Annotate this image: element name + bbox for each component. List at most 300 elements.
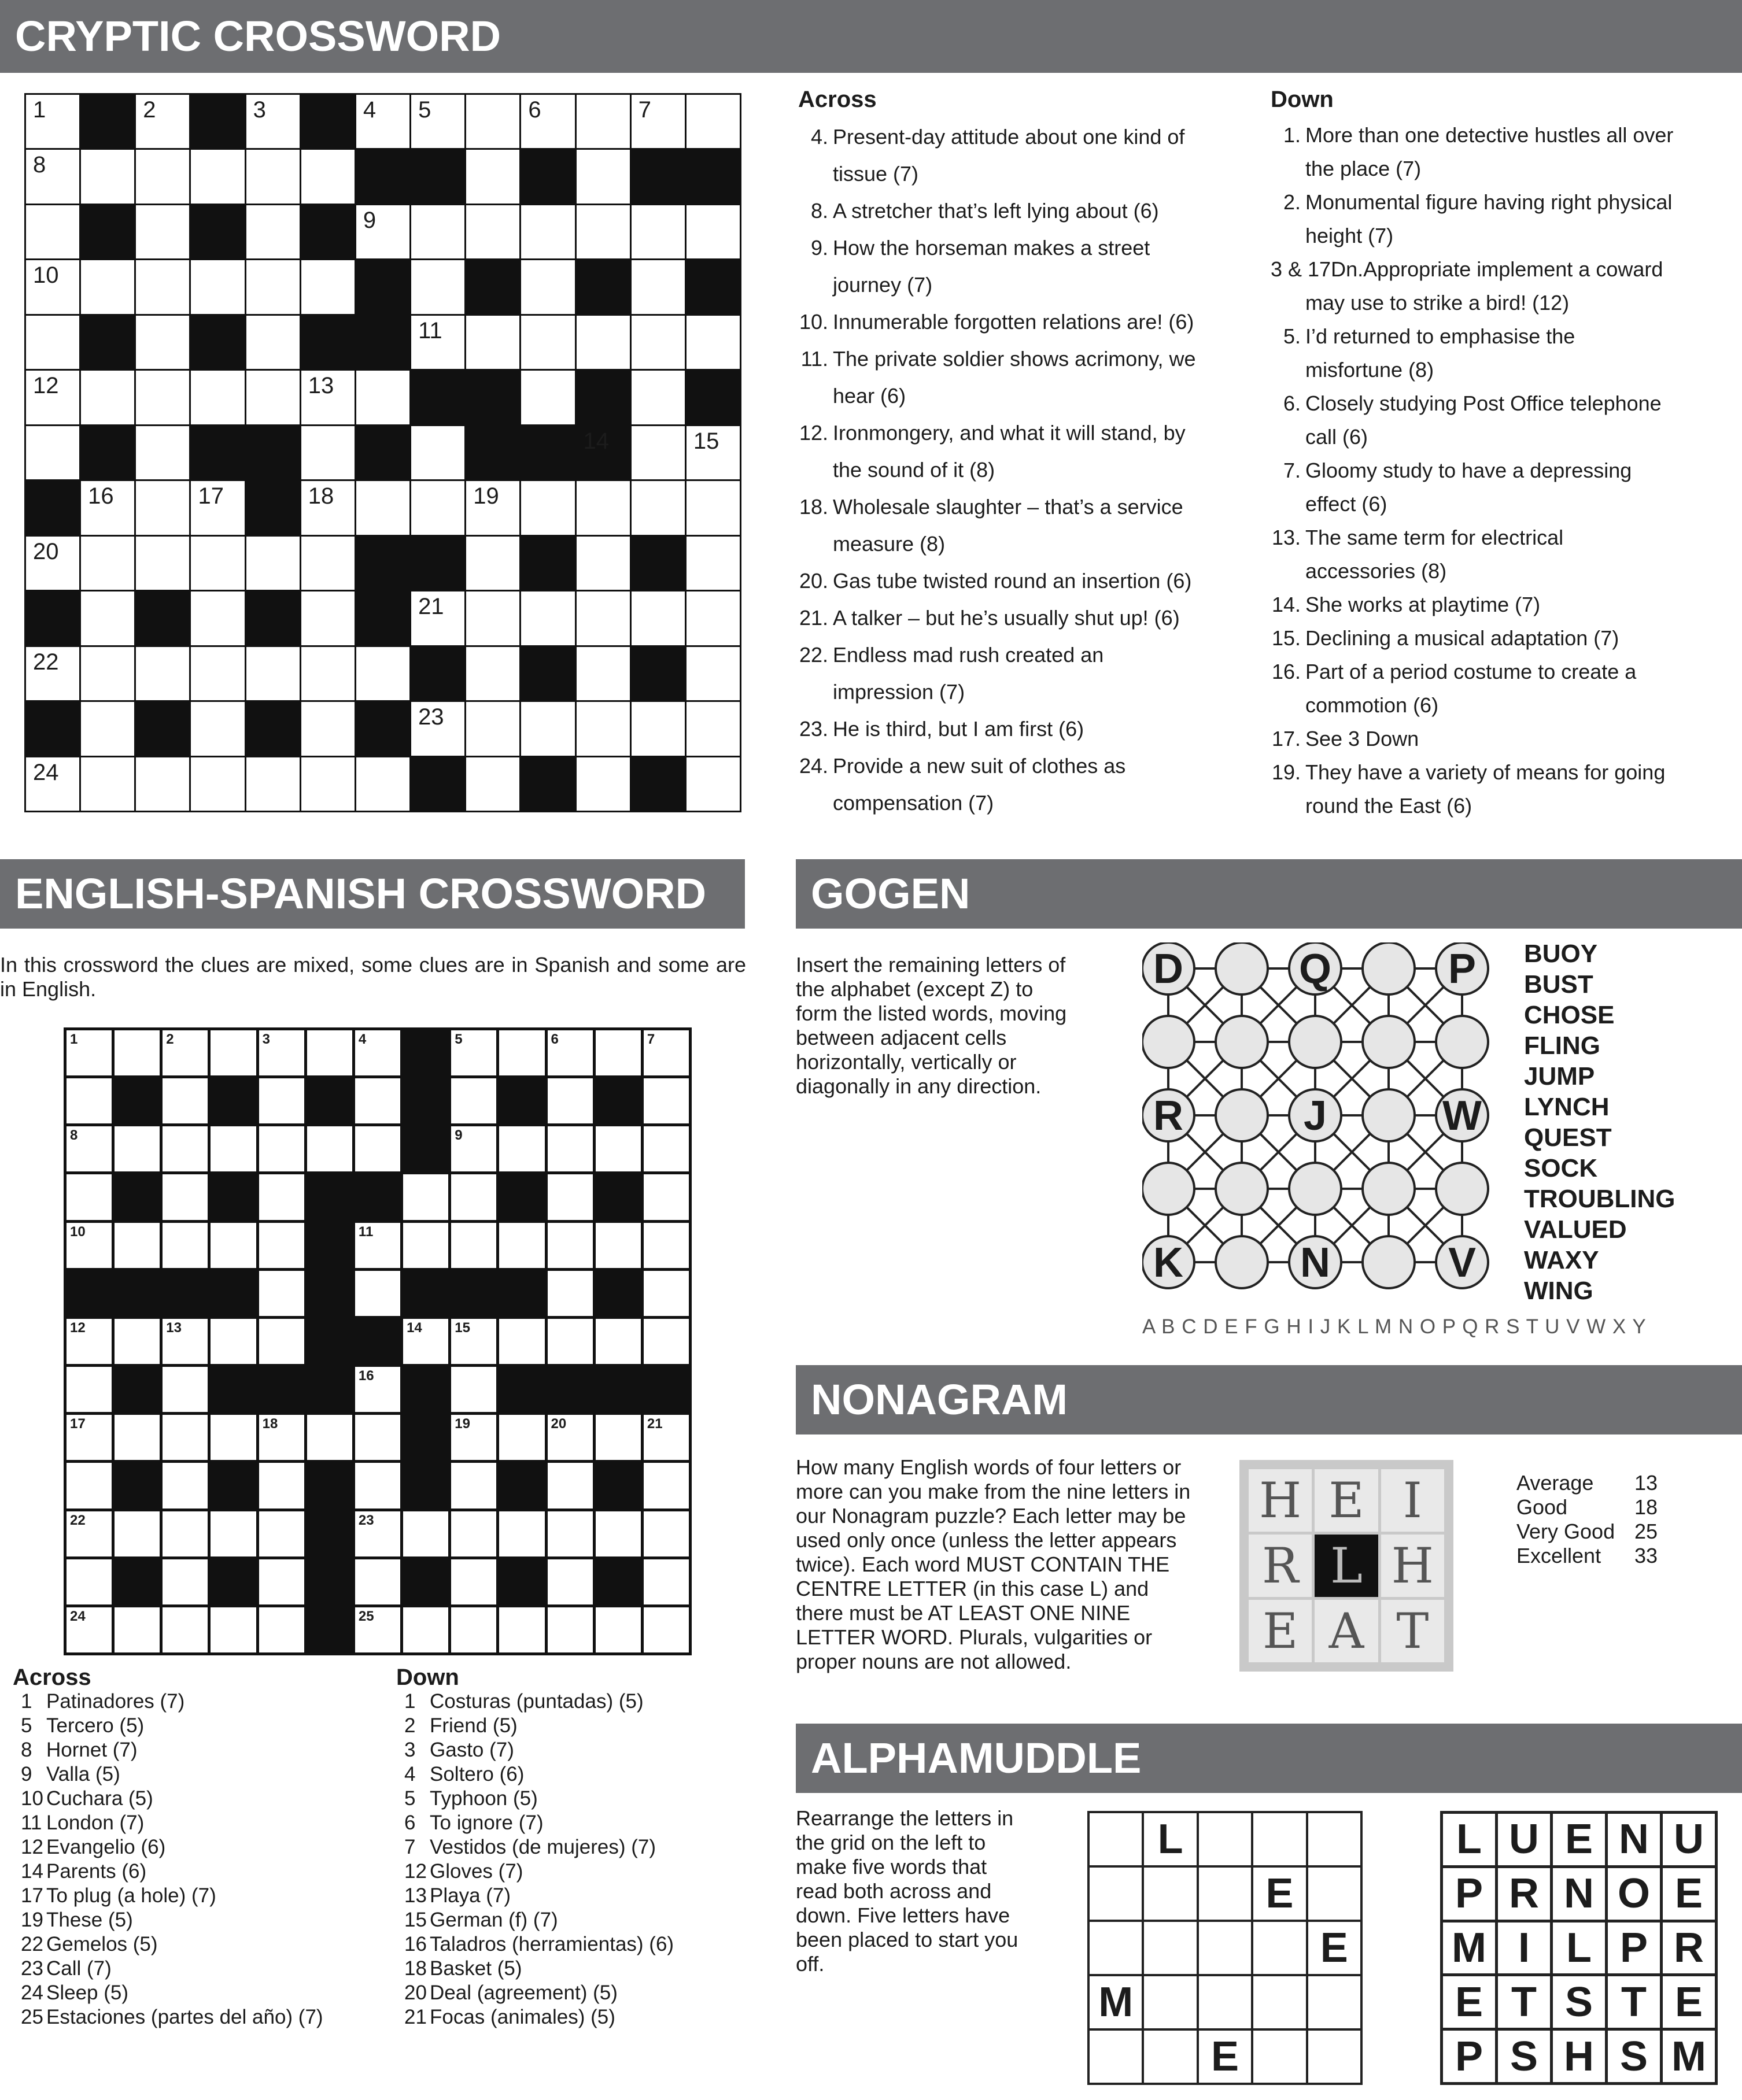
gogen-node[interactable] xyxy=(1216,942,1268,994)
grid-cell[interactable] xyxy=(26,757,79,811)
grid-cell[interactable] xyxy=(211,1223,256,1268)
clue-number: 1 xyxy=(404,1690,416,1713)
grid-cell[interactable] xyxy=(466,702,519,755)
grid-cell[interactable] xyxy=(81,150,134,203)
cryptic-down-heading: Down xyxy=(1271,87,1334,112)
gogen-node[interactable] xyxy=(1289,1016,1341,1068)
black-square xyxy=(596,1367,641,1412)
alpha-cell[interactable] xyxy=(1199,1976,1251,2028)
grid-cell[interactable] xyxy=(163,1415,208,1460)
grid-cell[interactable] xyxy=(259,1030,304,1075)
alpha-cell[interactable] xyxy=(1308,2031,1360,2083)
grid-cell[interactable] xyxy=(548,1174,593,1219)
grid-cell[interactable] xyxy=(687,757,740,811)
grid-cell[interactable] xyxy=(163,1367,208,1412)
grid-cell[interactable] xyxy=(356,481,409,534)
grid-cell[interactable] xyxy=(136,95,189,148)
grid-cell[interactable] xyxy=(191,757,244,811)
grid-cell[interactable] xyxy=(644,1607,689,1652)
grid-cell[interactable] xyxy=(26,260,79,313)
alpha-cell[interactable] xyxy=(1253,1922,1305,1974)
grid-cell[interactable] xyxy=(191,702,244,755)
grid-cell[interactable] xyxy=(301,371,355,424)
grid-cell[interactable] xyxy=(577,537,630,590)
grid-cell[interactable] xyxy=(301,426,355,479)
alpha-cell[interactable] xyxy=(1090,1813,1142,1865)
grid-cell[interactable] xyxy=(451,1607,496,1652)
grid-cell[interactable] xyxy=(136,537,189,590)
gogen-node[interactable] xyxy=(1216,1089,1268,1141)
grid-cell[interactable] xyxy=(211,1415,256,1460)
grid-cell[interactable] xyxy=(246,95,300,148)
grid-cell[interactable] xyxy=(355,1607,400,1652)
gogen-word: TROUBLING xyxy=(1524,1185,1675,1213)
grid-cell[interactable] xyxy=(191,537,244,590)
grid-cell[interactable] xyxy=(115,1319,160,1364)
grid-cell[interactable] xyxy=(632,316,685,369)
grid-cell[interactable] xyxy=(163,1607,208,1652)
grid-cell[interactable] xyxy=(411,316,464,369)
grid-cell[interactable] xyxy=(355,1367,400,1412)
grid-cell[interactable] xyxy=(451,1319,496,1364)
grid-cell[interactable] xyxy=(687,95,740,148)
clue-row xyxy=(1271,588,1733,622)
grid-cell[interactable] xyxy=(136,150,189,203)
grid-cell[interactable] xyxy=(466,591,519,645)
grid-cell[interactable] xyxy=(644,1030,689,1075)
grid-cell[interactable] xyxy=(411,591,464,645)
grid-cell[interactable] xyxy=(548,1319,593,1364)
grid-cell[interactable] xyxy=(246,371,300,424)
grid-cell[interactable] xyxy=(115,1511,160,1556)
grid-cell[interactable] xyxy=(163,1559,208,1604)
grid-cell[interactable] xyxy=(211,1607,256,1652)
clue-row xyxy=(13,1932,383,1957)
grid-cell[interactable] xyxy=(163,1126,208,1171)
grid-cell[interactable] xyxy=(136,371,189,424)
grid-cell[interactable] xyxy=(644,1319,689,1364)
grid-cell[interactable] xyxy=(191,591,244,645)
alpha-cell[interactable] xyxy=(1090,1922,1142,1974)
black-square xyxy=(548,1367,593,1412)
grid-cell[interactable] xyxy=(26,150,79,203)
grid-cell[interactable] xyxy=(259,1271,304,1316)
grid-cell[interactable] xyxy=(644,1463,689,1508)
clue-number: 1 xyxy=(21,1690,32,1713)
grid-cell[interactable] xyxy=(411,205,464,258)
alpha-cell[interactable] xyxy=(1199,1868,1251,1920)
grid-cell[interactable] xyxy=(191,481,244,534)
grid-cell[interactable] xyxy=(67,1607,112,1652)
grid-cell[interactable] xyxy=(191,647,244,700)
grid-cell[interactable] xyxy=(81,757,134,811)
grid-cell[interactable] xyxy=(466,205,519,258)
grid-cell[interactable] xyxy=(67,1367,112,1412)
alpha-cell[interactable] xyxy=(1308,1813,1360,1865)
grid-cell[interactable] xyxy=(67,1126,112,1171)
grid-cell[interactable] xyxy=(596,1607,641,1652)
alpha-cell[interactable] xyxy=(1308,1976,1360,2028)
clue-text: The same term for electrical xyxy=(1305,526,1564,549)
alphamuddle-left-grid xyxy=(1087,1811,1363,2085)
alpha-cell: O xyxy=(1608,1868,1660,1920)
grid-cell[interactable] xyxy=(451,1559,496,1604)
grid-cell[interactable] xyxy=(687,537,740,590)
grid-cell[interactable] xyxy=(466,481,519,534)
grid-cell[interactable] xyxy=(644,1511,689,1556)
grid-cell[interactable] xyxy=(301,537,355,590)
grid-cell[interactable] xyxy=(211,1319,256,1364)
grid-cell[interactable] xyxy=(259,1607,304,1652)
alpha-cell[interactable] xyxy=(1090,2031,1142,2083)
gogen-node[interactable] xyxy=(1363,1236,1415,1288)
grid-cell[interactable] xyxy=(259,1223,304,1268)
grid-cell[interactable] xyxy=(136,647,189,700)
grid-cell[interactable] xyxy=(548,1415,593,1460)
grid-cell[interactable] xyxy=(403,1511,448,1556)
alpha-cell[interactable] xyxy=(1308,1868,1360,1920)
grid-cell[interactable] xyxy=(521,371,574,424)
grid-cell[interactable] xyxy=(577,481,630,534)
grid-cell[interactable] xyxy=(521,205,574,258)
grid-cell[interactable] xyxy=(632,371,685,424)
grid-cell[interactable] xyxy=(644,1559,689,1604)
gogen-node[interactable] xyxy=(1142,1016,1194,1068)
grid-cell[interactable] xyxy=(356,757,409,811)
grid-cell[interactable] xyxy=(67,1223,112,1268)
grid-cell[interactable] xyxy=(411,481,464,534)
grid-cell[interactable] xyxy=(81,371,134,424)
grid-cell[interactable] xyxy=(81,481,134,534)
grid-cell[interactable] xyxy=(136,426,189,479)
grid-cell[interactable] xyxy=(26,426,79,479)
grid-cell[interactable] xyxy=(26,205,79,258)
grid-cell[interactable] xyxy=(259,1078,304,1123)
grid-cell[interactable] xyxy=(644,1415,689,1460)
grid-cell[interactable] xyxy=(596,1223,641,1268)
black-square xyxy=(301,95,355,148)
grid-cell[interactable] xyxy=(548,1223,593,1268)
grid-cell[interactable] xyxy=(163,1463,208,1508)
grid-cell[interactable] xyxy=(307,1415,352,1460)
gogen-node[interactable] xyxy=(1216,1163,1268,1215)
grid-cell[interactable] xyxy=(301,481,355,534)
grid-cell[interactable] xyxy=(466,150,519,203)
gogen-node[interactable] xyxy=(1216,1236,1268,1288)
grid-cell[interactable] xyxy=(115,1415,160,1460)
grid-cell[interactable] xyxy=(246,205,300,258)
grid-cell[interactable] xyxy=(499,1223,544,1268)
grid-cell[interactable] xyxy=(596,1511,641,1556)
grid-cell[interactable] xyxy=(259,1415,304,1460)
grid-cell[interactable] xyxy=(644,1126,689,1171)
alpha-cell[interactable] xyxy=(1253,1976,1305,2028)
grid-cell[interactable] xyxy=(499,1030,544,1075)
grid-cell[interactable] xyxy=(521,260,574,313)
grid-cell[interactable] xyxy=(548,1559,593,1604)
grid-cell[interactable] xyxy=(548,1271,593,1316)
grid-cell[interactable] xyxy=(81,591,134,645)
grid-cell[interactable] xyxy=(301,702,355,755)
grid-cell[interactable] xyxy=(577,757,630,811)
grid-cell[interactable] xyxy=(355,1463,400,1508)
grid-cell[interactable] xyxy=(499,1126,544,1171)
grid-cell[interactable] xyxy=(596,1415,641,1460)
grid-cell[interactable] xyxy=(499,1415,544,1460)
grid-cell[interactable] xyxy=(521,316,574,369)
grid-cell[interactable] xyxy=(259,1463,304,1508)
grid-cell[interactable] xyxy=(403,1319,448,1364)
grid-cell[interactable] xyxy=(521,95,574,148)
clue-number: 21 xyxy=(404,2006,427,2028)
alpha-cell[interactable] xyxy=(1144,2031,1196,2083)
grid-cell[interactable] xyxy=(115,1607,160,1652)
grid-cell[interactable] xyxy=(577,150,630,203)
grid-cell[interactable] xyxy=(26,95,79,148)
grid-cell[interactable] xyxy=(451,1078,496,1123)
grid-cell[interactable] xyxy=(356,647,409,700)
gogen-node[interactable] xyxy=(1363,1016,1415,1068)
grid-cell[interactable] xyxy=(301,757,355,811)
grid-cell[interactable] xyxy=(499,1511,544,1556)
grid-cell[interactable] xyxy=(246,537,300,590)
grid-cell[interactable] xyxy=(577,95,630,148)
clue-number: 3 xyxy=(262,1031,270,1047)
grid-cell[interactable] xyxy=(687,481,740,534)
grid-cell[interactable] xyxy=(356,95,409,148)
grid-cell[interactable] xyxy=(687,316,740,369)
grid-cell[interactable] xyxy=(687,647,740,700)
grid-cell[interactable] xyxy=(451,1415,496,1460)
grid-cell[interactable] xyxy=(548,1078,593,1123)
alpha-cell[interactable] xyxy=(1199,1813,1251,1865)
grid-cell[interactable] xyxy=(632,702,685,755)
grid-cell[interactable] xyxy=(411,702,464,755)
grid-cell[interactable] xyxy=(632,481,685,534)
alpha-cell[interactable] xyxy=(1253,1813,1305,1865)
grid-cell[interactable] xyxy=(191,260,244,313)
grid-cell[interactable] xyxy=(163,1174,208,1219)
grid-cell[interactable] xyxy=(163,1030,208,1075)
grid-cell[interactable] xyxy=(451,1126,496,1171)
alpha-cell[interactable] xyxy=(1144,1922,1196,1974)
grid-cell[interactable] xyxy=(411,260,464,313)
grid-cell[interactable] xyxy=(81,537,134,590)
grid-cell[interactable] xyxy=(355,1271,400,1316)
grid-cell[interactable] xyxy=(596,1126,641,1171)
grid-cell[interactable] xyxy=(451,1174,496,1219)
clue-number: 15. xyxy=(1271,626,1301,650)
clue-number xyxy=(798,674,833,711)
alpha-cell[interactable] xyxy=(1144,1976,1196,2028)
grid-cell[interactable] xyxy=(577,205,630,258)
grid-cell[interactable] xyxy=(596,1319,641,1364)
black-square xyxy=(596,1559,641,1604)
grid-cell[interactable] xyxy=(521,481,574,534)
grid-cell[interactable] xyxy=(577,647,630,700)
black-square xyxy=(301,316,355,369)
grid-cell[interactable] xyxy=(466,647,519,700)
grid-cell[interactable] xyxy=(67,1319,112,1364)
grid-cell[interactable] xyxy=(521,591,574,645)
grid-cell[interactable] xyxy=(687,426,740,479)
grid-cell[interactable] xyxy=(403,1174,448,1219)
grid-cell[interactable] xyxy=(307,1030,352,1075)
grid-cell[interactable] xyxy=(191,371,244,424)
black-square xyxy=(521,647,574,700)
clue-row xyxy=(13,1908,383,1932)
grid-cell[interactable] xyxy=(67,1511,112,1556)
grid-cell[interactable] xyxy=(632,95,685,148)
grid-cell[interactable] xyxy=(632,426,685,479)
gogen-node[interactable] xyxy=(1363,1089,1415,1141)
grid-cell[interactable] xyxy=(191,150,244,203)
grid-cell[interactable] xyxy=(632,205,685,258)
alpha-cell[interactable] xyxy=(1199,1922,1251,1974)
grid-cell[interactable] xyxy=(67,1078,112,1123)
alpha-cell[interactable] xyxy=(1253,2031,1305,2083)
grid-cell[interactable] xyxy=(356,205,409,258)
grid-cell[interactable] xyxy=(163,1223,208,1268)
gogen-node[interactable] xyxy=(1436,1163,1488,1215)
grid-cell[interactable] xyxy=(451,1463,496,1508)
black-square xyxy=(211,1367,256,1412)
grid-cell[interactable] xyxy=(577,702,630,755)
grid-cell[interactable] xyxy=(246,316,300,369)
grid-cell[interactable] xyxy=(644,1174,689,1219)
grid-cell[interactable] xyxy=(307,1126,352,1171)
grid-cell[interactable] xyxy=(301,591,355,645)
clue-number: 25 xyxy=(358,1608,374,1624)
grid-cell[interactable] xyxy=(355,1559,400,1604)
grid-cell[interactable] xyxy=(163,1511,208,1556)
grid-cell[interactable] xyxy=(687,205,740,258)
grid-cell[interactable] xyxy=(632,591,685,645)
grid-cell[interactable] xyxy=(403,1223,448,1268)
grid-cell[interactable] xyxy=(548,1511,593,1556)
grid-cell[interactable] xyxy=(548,1030,593,1075)
grid-cell[interactable] xyxy=(355,1223,400,1268)
grid-cell[interactable] xyxy=(67,1559,112,1604)
grid-cell[interactable] xyxy=(115,1030,160,1075)
grid-cell[interactable] xyxy=(246,150,300,203)
clue-number: 17 xyxy=(70,1416,86,1432)
clue-number: 14 xyxy=(583,428,610,454)
grid-cell[interactable] xyxy=(259,1511,304,1556)
grid-cell[interactable] xyxy=(355,1511,400,1556)
grid-cell[interactable] xyxy=(136,316,189,369)
gogen-node[interactable] xyxy=(1363,1163,1415,1215)
grid-cell[interactable] xyxy=(644,1271,689,1316)
grid-cell[interactable] xyxy=(81,260,134,313)
grid-cell[interactable] xyxy=(136,260,189,313)
gogen-node[interactable] xyxy=(1142,1163,1194,1215)
grid-cell[interactable] xyxy=(466,95,519,148)
grid-cell[interactable] xyxy=(211,1030,256,1075)
grid-cell[interactable] xyxy=(259,1174,304,1219)
grid-cell[interactable] xyxy=(411,426,464,479)
grid-cell[interactable] xyxy=(644,1223,689,1268)
grid-cell[interactable] xyxy=(115,1126,160,1171)
black-square xyxy=(67,1271,112,1316)
grid-cell[interactable] xyxy=(687,591,740,645)
grid-cell[interactable] xyxy=(26,371,79,424)
grid-cell[interactable] xyxy=(163,1078,208,1123)
grid-cell[interactable] xyxy=(163,1319,208,1364)
grid-cell[interactable] xyxy=(67,1174,112,1219)
grid-cell[interactable] xyxy=(632,260,685,313)
grid-cell[interactable] xyxy=(451,1367,496,1412)
grid-cell[interactable] xyxy=(355,1415,400,1460)
grid-cell[interactable] xyxy=(301,647,355,700)
alpha-cell[interactable] xyxy=(1144,1868,1196,1920)
grid-cell[interactable] xyxy=(451,1511,496,1556)
gogen-node[interactable] xyxy=(1216,1016,1268,1068)
grid-cell[interactable] xyxy=(211,1511,256,1556)
grid-cell[interactable] xyxy=(211,1126,256,1171)
grid-cell[interactable] xyxy=(451,1223,496,1268)
grid-cell[interactable] xyxy=(596,1030,641,1075)
grid-cell[interactable] xyxy=(355,1030,400,1075)
grid-cell[interactable] xyxy=(67,1463,112,1508)
grid-cell[interactable] xyxy=(259,1559,304,1604)
gogen-node[interactable] xyxy=(1289,1163,1341,1215)
grid-cell[interactable] xyxy=(246,647,300,700)
grid-cell[interactable] xyxy=(577,316,630,369)
grid-cell[interactable] xyxy=(687,702,740,755)
gogen-node[interactable] xyxy=(1363,942,1415,994)
grid-cell[interactable] xyxy=(548,1607,593,1652)
grid-cell[interactable] xyxy=(466,757,519,811)
grid-cell[interactable] xyxy=(67,1030,112,1075)
grid-cell[interactable] xyxy=(451,1030,496,1075)
grid-cell[interactable] xyxy=(355,1126,400,1171)
grid-cell[interactable] xyxy=(26,316,79,369)
alpha-cell[interactable] xyxy=(1090,1868,1142,1920)
grid-cell[interactable] xyxy=(246,260,300,313)
grid-cell[interactable] xyxy=(136,481,189,534)
grid-cell[interactable] xyxy=(466,316,519,369)
grid-cell[interactable] xyxy=(577,591,630,645)
grid-cell[interactable] xyxy=(259,1126,304,1171)
grid-cell[interactable] xyxy=(356,371,409,424)
grid-cell[interactable] xyxy=(499,1607,544,1652)
grid-cell[interactable] xyxy=(499,1319,544,1364)
grid-cell[interactable] xyxy=(246,757,300,811)
grid-cell[interactable] xyxy=(26,647,79,700)
grid-cell[interactable] xyxy=(466,537,519,590)
grid-cell[interactable] xyxy=(521,702,574,755)
grid-cell[interactable] xyxy=(301,260,355,313)
grid-cell[interactable] xyxy=(81,702,134,755)
grid-cell[interactable] xyxy=(411,95,464,148)
grid-cell[interactable] xyxy=(81,647,134,700)
grid-cell[interactable] xyxy=(67,1415,112,1460)
grid-cell[interactable] xyxy=(403,1607,448,1652)
grid-cell[interactable] xyxy=(301,150,355,203)
grid-cell[interactable] xyxy=(355,1078,400,1123)
clue-row xyxy=(13,1762,383,1787)
grid-cell[interactable] xyxy=(136,757,189,811)
gogen-node[interactable] xyxy=(1436,1016,1488,1068)
grid-cell[interactable] xyxy=(136,205,189,258)
grid-cell[interactable] xyxy=(259,1319,304,1364)
grid-cell[interactable] xyxy=(644,1078,689,1123)
grid-cell[interactable] xyxy=(548,1126,593,1171)
grid-cell[interactable] xyxy=(26,537,79,590)
grid-cell[interactable] xyxy=(115,1223,160,1268)
grid-cell[interactable] xyxy=(548,1463,593,1508)
